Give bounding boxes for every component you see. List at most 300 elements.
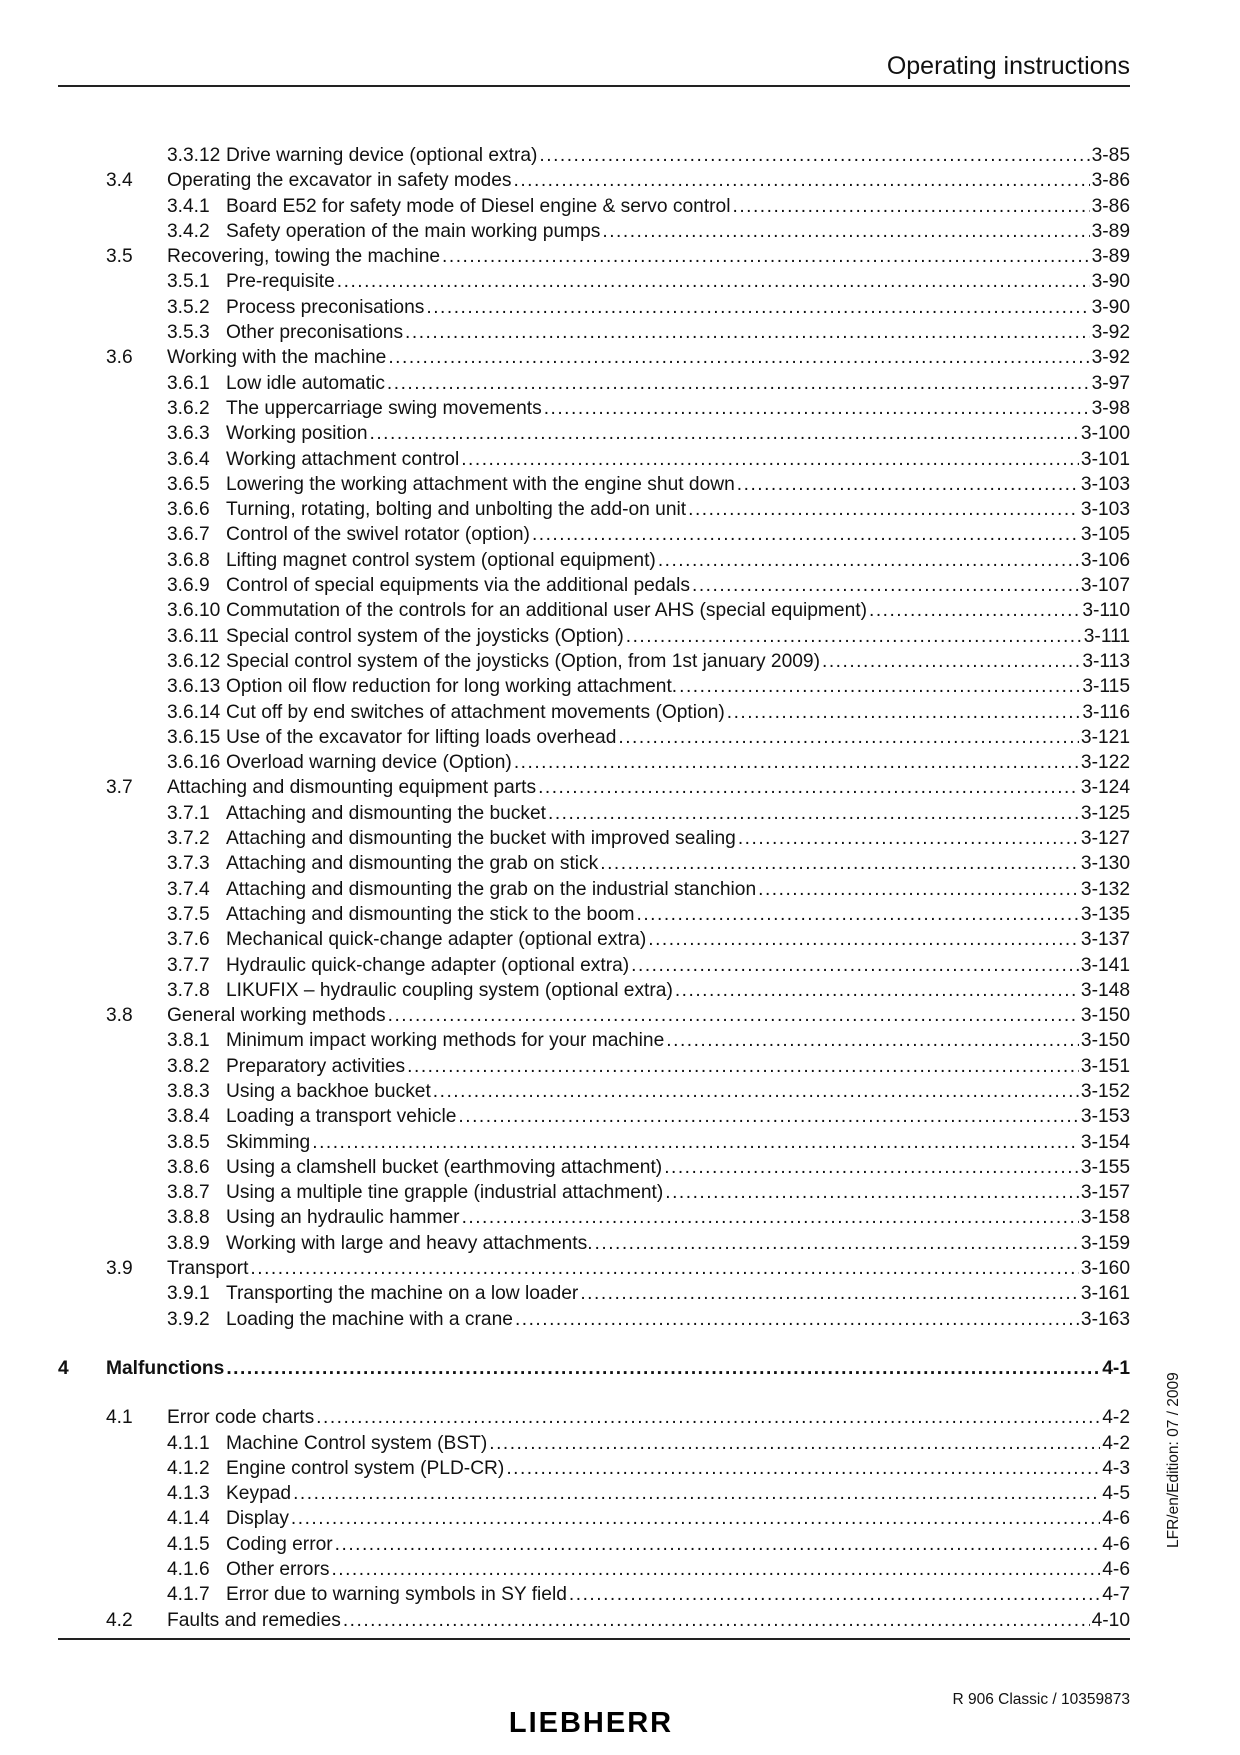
toc-entry-number: 3.7.5: [167, 903, 210, 925]
toc-entry: [58, 1307, 1130, 1332]
toc-entry: [58, 750, 1130, 775]
toc-entry-number: 3.7.2: [167, 828, 210, 850]
toc-entry: [58, 877, 1130, 902]
toc-dot-leader: [822, 649, 1080, 674]
toc-entry-line: [226, 497, 1130, 522]
toc-dot-leader: [407, 1054, 1079, 1079]
toc-dot-leader: [514, 168, 1090, 193]
toc-entry-title: Engine control system (PLD-CR): [226, 1457, 505, 1479]
toc-entry-line: [226, 1506, 1130, 1531]
toc-entry-line: [226, 421, 1130, 446]
toc-entry-number: 3.6.2: [167, 397, 210, 419]
toc-entry: [58, 851, 1130, 876]
toc-entry-title: Operating the excavator in safety modes: [167, 170, 512, 192]
toc-entry-number: 3.6.11: [167, 625, 219, 647]
toc-entry-page: 3-158: [1080, 1207, 1130, 1229]
toc-entry-page: 3-103: [1080, 499, 1130, 521]
toc-entry-number: 3.7.7: [167, 954, 210, 976]
toc-entry-line: [226, 750, 1130, 775]
toc-entry-number: 3.7.3: [167, 853, 210, 875]
toc-entry-title: Using an hydraulic hammer: [226, 1207, 460, 1229]
toc-entry-number: 3.5.1: [167, 271, 210, 293]
toc-entry-title: Attaching and dismounting the grab on stick: [226, 853, 599, 875]
toc-entry-title: Pre-requisite: [226, 271, 335, 293]
toc-entry-title: Loading the machine with a crane: [226, 1308, 513, 1330]
toc-entry-number: 4.1.4: [167, 1508, 210, 1530]
toc-entry: [58, 953, 1130, 978]
toc-entry-number: 4.1: [106, 1407, 133, 1429]
toc-entry: [58, 1456, 1130, 1481]
toc-dot-leader: [337, 269, 1090, 294]
toc-entry-number: 3.6.9: [167, 575, 210, 597]
toc-entry-title: The uppercarriage swing movements: [226, 397, 542, 419]
toc-entry-line: [226, 320, 1130, 345]
toc-entry-line: [167, 1608, 1130, 1633]
toc-entry-page: 3-90: [1091, 296, 1130, 318]
toc-dot-leader: [631, 953, 1079, 978]
toc-entry-number: 3.6.4: [167, 448, 210, 470]
toc-entry: [58, 421, 1130, 446]
toc-dot-leader: [869, 598, 1080, 623]
toc-entry-title: Special control system of the joysticks (Option, from 1st january 2009): [226, 650, 820, 672]
toc-entry-page: 3-150: [1080, 1005, 1130, 1027]
toc-entry: [58, 295, 1130, 320]
toc-entry-number: 3.8.2: [167, 1055, 210, 1077]
header-rule: [58, 85, 1130, 87]
toc-entry-number: 3.4.2: [167, 220, 210, 242]
toc-entry-number: 3.8.5: [167, 1131, 210, 1153]
toc-entry: [58, 269, 1130, 294]
toc-entry-page: 3-106: [1080, 549, 1130, 571]
toc-entry-page: 3-89: [1091, 246, 1130, 268]
toc-entry-page: 4-3: [1102, 1457, 1130, 1479]
toc-dot-leader: [692, 573, 1079, 598]
toc-entry-page: 3-110: [1082, 600, 1130, 622]
toc-entry-title: Hydraulic quick-change adapter (optional extra): [226, 954, 630, 976]
toc-entry-number: 3.8.9: [167, 1232, 210, 1254]
toc-entry-page: 3-130: [1080, 853, 1130, 875]
toc-entry-line: [226, 548, 1130, 573]
toc-entry-title: Control of the swivel rotator (option): [226, 524, 530, 546]
toc-entry-title: Preparatory activities: [226, 1055, 406, 1077]
toc-entry-line: [226, 624, 1130, 649]
toc-dot-leader: [664, 1155, 1079, 1180]
toc-dot-leader: [405, 320, 1090, 345]
toc-entry: [58, 497, 1130, 522]
toc-entry-line: [226, 396, 1130, 421]
toc-entry-line: [226, 700, 1130, 725]
toc-entry-page: 3-151: [1080, 1055, 1130, 1077]
toc-entry-title: Attaching and dismounting equipment parts: [167, 777, 537, 799]
toc-entry-line: [226, 927, 1130, 952]
toc-entry-title: Turning, rotating, bolting and unbolting the add-on unit: [226, 499, 687, 521]
toc-entry-page: 3-101: [1080, 448, 1130, 470]
toc-entry: [58, 1231, 1130, 1256]
toc-entry-number: 3.7.8: [167, 979, 210, 1001]
toc-entry-line: [226, 978, 1130, 1003]
toc-entry-number: 3.6.8: [167, 549, 210, 571]
toc-entry: [58, 1557, 1130, 1582]
toc-dot-leader: [618, 725, 1079, 750]
toc-entry-line: [226, 143, 1130, 168]
toc-entry: [58, 826, 1130, 851]
toc-entry-number: 3.6.7: [167, 524, 210, 546]
toc-entry-title: Control of special equipments via the additional pedals: [226, 575, 690, 597]
liebherr-logo: [493, 1707, 689, 1742]
toc-entry-number: 4.1.2: [167, 1457, 210, 1479]
toc-dot-leader: [602, 219, 1089, 244]
toc-entry-title: Process preconisations: [226, 296, 425, 318]
toc-entry-number: 3.4.1: [167, 195, 210, 217]
toc-dot-leader: [461, 447, 1079, 472]
toc-entry-title: Attaching and dismounting the bucket: [226, 802, 547, 824]
toc-entry-page: 3-124: [1080, 777, 1130, 799]
toc-entry-page: 3-115: [1082, 676, 1130, 698]
toc-entry-title: Overload warning device (Option): [226, 752, 512, 774]
toc-entry-number: 3.7.4: [167, 878, 210, 900]
toc-entry-title: Other preconisations: [226, 322, 404, 344]
toc-entry-line: [226, 1532, 1130, 1557]
toc-entry-title: Other errors: [226, 1559, 330, 1581]
toc-entry: [58, 1079, 1130, 1104]
toc-dot-leader: [665, 1180, 1079, 1205]
toc-entry-title: Using a backhoe bucket: [226, 1080, 431, 1102]
toc-dot-leader: [544, 396, 1090, 421]
toc-entry: [58, 396, 1130, 421]
toc-entry: [58, 1104, 1130, 1129]
toc-entry-page: 3-116: [1082, 701, 1130, 723]
toc-entry-line: [226, 1028, 1130, 1053]
toc-entry-number: 3.5: [106, 246, 133, 268]
toc-entry-number: 3.9.1: [167, 1283, 210, 1305]
toc-entry-title: Keypad: [226, 1483, 292, 1505]
toc-entry-title: Safety operation of the main working pumps: [226, 220, 601, 242]
toc-entry-number: 3.6.5: [167, 473, 210, 495]
toc-entry-title: Attaching and dismounting the stick to the boom: [226, 903, 635, 925]
toc-entry-page: 3-135: [1080, 903, 1130, 925]
toc-entry-page: 3-111: [1083, 625, 1130, 647]
toc-entry-page: 3-137: [1080, 929, 1130, 951]
toc-entry-line: [226, 953, 1130, 978]
toc-entry-line: [106, 1356, 1130, 1381]
toc-entry-title: Attaching and dismounting the grab on the industrial stanchion: [226, 878, 757, 900]
toc-entry: [58, 1028, 1130, 1053]
toc-dot-leader: [442, 244, 1090, 269]
toc-entry: [58, 194, 1130, 219]
toc-entry-page: 4-6: [1102, 1559, 1130, 1581]
toc-entry-line: [226, 649, 1130, 674]
toc-entry-page: 4-6: [1102, 1508, 1130, 1530]
toc-entry-title: Lowering the working attachment with the engine shut down: [226, 473, 735, 495]
toc-entry-number: 3.6.13: [167, 676, 221, 698]
toc-entry-title: Use of the excavator for lifting loads overhead: [226, 726, 617, 748]
toc-entry-line: [226, 1456, 1130, 1481]
toc-entry-line: [226, 371, 1130, 396]
toc-entry-title: Error due to warning symbols in SY field: [226, 1584, 567, 1606]
toc-entry-page: 4-6: [1102, 1533, 1130, 1555]
toc-entry-title: Recovering, towing the machine: [167, 246, 441, 268]
toc-entry-line: [226, 1104, 1130, 1129]
toc-entry-line: [226, 1180, 1130, 1205]
toc-entry-title: Faults and remedies: [167, 1609, 341, 1631]
toc-entry-number: 3.9.2: [167, 1308, 210, 1330]
toc-entry-line: [226, 826, 1130, 851]
toc-dot-leader: [316, 1405, 1100, 1430]
toc-entry-number: 3.8.7: [167, 1182, 210, 1204]
toc-entry: [58, 371, 1130, 396]
toc-entry-line: [167, 244, 1130, 269]
toc-dot-leader: [293, 1481, 1100, 1506]
toc-entry-title: Malfunctions: [106, 1357, 225, 1379]
toc-entry-page: 3-90: [1091, 271, 1130, 293]
toc-dot-leader: [387, 371, 1090, 396]
toc-entry: [58, 1431, 1130, 1456]
toc-dot-leader: [433, 1079, 1079, 1104]
toc-entry-title: Machine Control system (BST): [226, 1432, 488, 1454]
toc-entry: [58, 1608, 1130, 1633]
toc-entry: [58, 674, 1130, 699]
toc-entry-page: 3-161: [1080, 1283, 1130, 1305]
toc-entry: [58, 244, 1130, 269]
toc-entry-page: 3-127: [1080, 828, 1130, 850]
toc-entry: [58, 927, 1130, 952]
toc-dot-leader: [426, 295, 1089, 320]
toc-entry: [58, 725, 1130, 750]
toc-entry-title: Using a multiple tine grapple (industrial attachment): [226, 1182, 664, 1204]
logo-text: LIEBHERR: [508, 1707, 674, 1737]
toc-entry-number: 3.8.8: [167, 1207, 210, 1229]
toc-entry-page: 3-163: [1080, 1308, 1130, 1330]
toc-entry-line: [226, 522, 1130, 547]
toc-dot-leader: [569, 1582, 1100, 1607]
toc-entry-page: 3-97: [1091, 372, 1130, 394]
toc-dot-leader: [626, 624, 1082, 649]
toc-entry-page: 3-92: [1091, 347, 1130, 369]
toc-entry: [58, 143, 1130, 168]
toc-entry-title: Option oil flow reduction for long working attachment.: [226, 676, 678, 698]
toc-entry-page: 4-10: [1091, 1609, 1130, 1631]
toc-entry-title: Working position: [226, 423, 368, 445]
toc-entry: [58, 320, 1130, 345]
toc-entry-line: [226, 447, 1130, 472]
toc-entry-page: 3-85: [1091, 145, 1130, 166]
toc-entry-title: Special control system of the joysticks (Option): [226, 625, 624, 647]
toc-entry-number: 3.6.6: [167, 499, 210, 521]
toc-entry-page: 3-86: [1091, 195, 1130, 217]
toc-entry: [58, 1256, 1130, 1281]
toc-entry: [58, 902, 1130, 927]
toc-entry: [58, 522, 1130, 547]
toc-dot-leader: [658, 548, 1079, 573]
toc-entry-page: 3-103: [1080, 473, 1130, 495]
toc-entry: [58, 624, 1130, 649]
toc-entry-number: 3.5.2: [167, 296, 210, 318]
toc-dot-leader: [462, 1205, 1079, 1230]
toc-entry: [58, 1405, 1130, 1430]
toc-entry-page: 3-150: [1080, 1030, 1130, 1052]
toc-entry-line: [226, 1079, 1130, 1104]
toc-entry-title: Commutation of the controls for an additional user AHS (special equipment): [226, 600, 867, 622]
toc-entry: [58, 649, 1130, 674]
toc-entry-line: [226, 1054, 1130, 1079]
toc-dot-leader: [226, 1356, 1100, 1381]
toc-entry-title: Loading a transport vehicle: [226, 1106, 457, 1128]
toc-dot-leader: [637, 902, 1079, 927]
toc-entry-number: 4.1.5: [167, 1533, 210, 1555]
toc-dot-leader: [489, 1431, 1100, 1456]
toc-entry-number: 3.6.16: [167, 752, 221, 774]
toc-dot-leader: [666, 1028, 1079, 1053]
toc-entry-number: 3.3.12: [167, 145, 221, 166]
toc-entry-page: 4-2: [1102, 1407, 1130, 1429]
toc-entry-number: 3.8.6: [167, 1156, 210, 1178]
toc-entry-number: 3.6.15: [167, 726, 221, 748]
toc-entry-number: 4: [58, 1357, 69, 1379]
toc-entry-title: Skimming: [226, 1131, 311, 1153]
toc-entry-line: [167, 775, 1130, 800]
toc-dot-leader: [458, 1104, 1079, 1129]
toc-entry-line: [226, 877, 1130, 902]
toc-entry-page: 3-98: [1091, 397, 1130, 419]
toc-entry-title: Low idle automatic: [226, 372, 385, 394]
toc-dot-leader: [335, 1532, 1101, 1557]
edition-side-text: LFR/en/Edition: 07 / 2009: [1165, 1372, 1182, 1548]
toc-entry: [58, 219, 1130, 244]
toc-entry-page: 3-113: [1082, 650, 1130, 672]
toc-dot-leader: [532, 522, 1079, 547]
toc-entry-number: 3.8.3: [167, 1080, 210, 1102]
toc-dot-leader: [548, 801, 1079, 826]
toc-entry-page: 3-141: [1080, 954, 1130, 976]
toc-entry-number: 3.5.3: [167, 322, 210, 344]
toc-entry-page: 4-1: [1102, 1357, 1130, 1379]
toc-dot-leader: [291, 1506, 1100, 1531]
toc-entry: [58, 978, 1130, 1003]
toc-entry-title: Coding error: [226, 1533, 333, 1555]
toc-entry: [58, 573, 1130, 598]
toc-entry-page: 3-86: [1091, 170, 1130, 192]
table-of-contents: [58, 143, 1130, 1633]
toc-entry-line: [167, 168, 1130, 193]
toc-entry-line: [226, 269, 1130, 294]
toc-dot-leader: [732, 194, 1089, 219]
toc-entry: [58, 1003, 1130, 1028]
toc-entry-line: [167, 1405, 1130, 1430]
toc-dot-leader: [688, 497, 1079, 522]
toc-entry-title: Working attachment control: [226, 448, 460, 470]
toc-entry: [58, 447, 1130, 472]
toc-entry-number: 3.6: [106, 347, 133, 369]
toc-entry-line: [226, 1155, 1130, 1180]
toc-dot-leader: [727, 700, 1081, 725]
toc-entry-page: 3-153: [1080, 1106, 1130, 1128]
toc-entry-line: [167, 1003, 1130, 1028]
toc-dot-leader: [595, 1231, 1079, 1256]
toc-entry-number: 4.1.3: [167, 1483, 210, 1505]
toc-entry-number: 4.1.7: [167, 1584, 210, 1606]
toc-entry-page: 3-92: [1091, 322, 1130, 344]
toc-dot-leader: [343, 1608, 1090, 1633]
toc-entry-line: [226, 851, 1130, 876]
toc-dot-leader: [388, 345, 1089, 370]
toc-entry-line: [226, 1231, 1130, 1256]
toc-entry-line: [226, 1481, 1130, 1506]
toc-entry-number: 3.4: [106, 170, 133, 192]
toc-entry-number: 3.6.10: [167, 600, 221, 622]
toc-entry: [58, 1180, 1130, 1205]
toc-entry-title: Lifting magnet control system (optional equipment): [226, 549, 656, 571]
toc-entry-page: 3-122: [1080, 752, 1130, 774]
toc-entry: [58, 1481, 1130, 1506]
toc-entry-number: 3.6.12: [167, 650, 221, 672]
toc-entry-line: [167, 345, 1130, 370]
toc-entry-page: 3-155: [1080, 1156, 1130, 1178]
toc-dot-leader: [312, 1130, 1079, 1155]
toc-entry-page: 3-107: [1080, 575, 1130, 597]
toc-entry-title: Working with large and heavy attachments.: [226, 1232, 593, 1254]
toc-entry: [58, 168, 1130, 193]
toc-entry-page: 3-152: [1080, 1080, 1130, 1102]
toc-entry: [58, 1205, 1130, 1230]
toc-dot-leader: [331, 1557, 1100, 1582]
toc-entry-number: 3.8: [106, 1005, 133, 1027]
toc-dot-leader: [679, 674, 1080, 699]
toc-entry-number: 3.6.14: [167, 701, 221, 723]
toc-entry-number: 3.8.1: [167, 1030, 210, 1052]
toc-entry-title: Transport: [167, 1258, 249, 1280]
toc-entry-page: 3-159: [1080, 1232, 1130, 1254]
toc-entry-line: [226, 219, 1130, 244]
page-header-title: Operating instructions: [886, 52, 1130, 80]
toc-entry-title: Mechanical quick-change adapter (optional extra): [226, 929, 647, 951]
toc-entry-line: [226, 573, 1130, 598]
toc-entry-line: [226, 1307, 1130, 1332]
toc-entry-page: 3-157: [1080, 1182, 1130, 1204]
toc-entry-page: 4-5: [1102, 1483, 1130, 1505]
toc-entry: [58, 700, 1130, 725]
toc-entry: [58, 345, 1130, 370]
toc-entry-number: 3.9: [106, 1258, 133, 1280]
toc-dot-leader: [675, 978, 1079, 1003]
toc-entry-line: [226, 194, 1130, 219]
toc-entry-page: 3-132: [1080, 878, 1130, 900]
toc-entry-line: [226, 295, 1130, 320]
toc-dot-leader: [538, 775, 1079, 800]
toc-entry: [58, 1356, 1130, 1381]
toc-entry-title: Display: [226, 1508, 289, 1530]
toc-entry-title: Cut off by end switches of attachment movements (Option): [226, 701, 725, 723]
toc-entry-page: 4-7: [1102, 1584, 1130, 1606]
toc-entry-page: 3-160: [1080, 1258, 1130, 1280]
toc-entry-line: [167, 1256, 1130, 1281]
toc-entry-title: Working with the machine: [167, 347, 387, 369]
toc-entry-line: [226, 1557, 1130, 1582]
toc-entry: [58, 775, 1130, 800]
footer-model-number: R 906 Classic / 10359873: [952, 1691, 1130, 1708]
toc-entry-title: Drive warning device (optional extra): [226, 145, 538, 166]
toc-entry-line: [226, 1130, 1130, 1155]
toc-entry-page: 3-154: [1080, 1131, 1130, 1153]
toc-entry-number: 4.1.6: [167, 1559, 210, 1581]
toc-entry-page: 3-105: [1080, 524, 1130, 546]
toc-entry: [58, 548, 1130, 573]
toc-entry-title: Board E52 for safety mode of Diesel engine & servo control: [226, 195, 731, 217]
toc-entry: [58, 1054, 1130, 1079]
toc-entry-title: Attaching and dismounting the bucket with improved sealing: [226, 828, 736, 850]
toc-entry-title: Transporting the machine on a low loader: [226, 1283, 579, 1305]
toc-entry: [58, 1582, 1130, 1607]
toc-entry: [58, 598, 1130, 623]
